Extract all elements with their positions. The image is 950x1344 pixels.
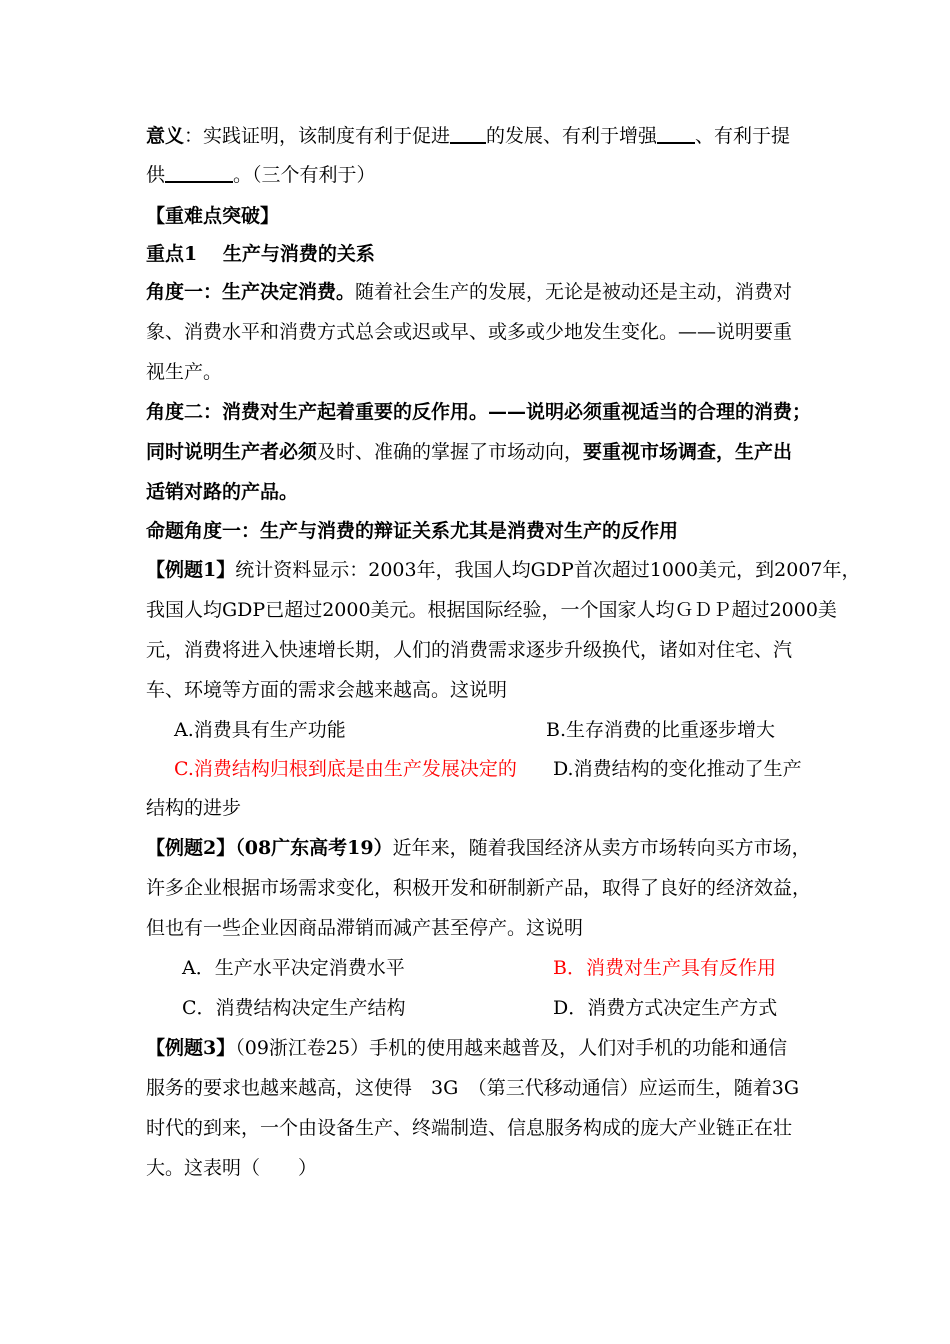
example1-line-4: 车、环境等方面的需求会越来越高。这说明	[146, 679, 508, 701]
example3-text-1: （09浙江卷25）手机的使用越来越普及，人们对手机的功能和通信	[235, 1037, 788, 1059]
key-point-1: 重点1 生产与消费的关系	[146, 243, 375, 265]
angle2-line-3: 适销对路的产品。	[146, 481, 299, 503]
example3-line-4: 大。这表明（ ）	[146, 1157, 318, 1179]
angle2-line-1: 角度二：消费对生产起着重要的反作用。——说明必须重视适当的合理的消费；	[146, 401, 812, 423]
example2-option-a: A．生产水平决定消费水平	[182, 957, 405, 979]
example2-option-d: D．消费方式决定生产方式	[553, 997, 778, 1019]
proposition-title: 命题角度一：生产与消费的辩证关系尤其是消费对生产的反作用	[146, 520, 679, 542]
section-title: 【重难点突破】	[146, 205, 280, 227]
example1-option-a: A.消费具有生产功能	[174, 719, 346, 741]
angle1-line-3: 视生产。	[146, 361, 223, 383]
example2-option-b-answer: B．消费对生产具有反作用	[553, 957, 776, 979]
fill-blank-3	[165, 161, 233, 183]
example2-option-c: C．消费结构决定生产结构	[182, 997, 406, 1019]
significance-label: 意义	[146, 125, 185, 147]
angle1-line-1	[146, 274, 850, 311]
example1-line-2: 我国人均GDP已超过2000美元。根据国际经验，一个国家人均ＧＤＰ超过2000美	[146, 599, 837, 621]
example2-line-1	[146, 830, 850, 867]
example3-label: 【例题3】	[146, 1037, 236, 1059]
angle2-normal: 及时、准确的掌握了市场动向，	[317, 441, 584, 463]
example2-line-3: 但也有一些企业因商品滞销而减产甚至停产。这说明	[146, 917, 584, 939]
example1-option-c-answer: C.消费结构归根到底是由生产发展决定的	[174, 758, 517, 780]
example1-option-d: D.消费结构的变化推动了生产	[553, 758, 802, 780]
example1-line-3: 元，消费将进入快速增长期，人们的消费需求逐步升级换代，诸如对住宅、汽	[146, 639, 793, 661]
example2-label: 【例题2】（08广东高考19）	[146, 837, 393, 859]
example1-option-b: B.生存消费的比重逐步增大	[546, 719, 776, 741]
angle1-bold: 角度一：生产决定消费。	[146, 281, 356, 303]
significance-text-b: 的发展、有利于增强	[486, 125, 658, 147]
significance-text-a: ：实践证明，该制度有利于促进	[184, 125, 451, 147]
significance-text-c: 、有利于提	[695, 125, 791, 147]
example1-option-d-cont: 结构的进步	[146, 797, 242, 819]
angle2-bold-a: 同时说明生产者必须	[146, 441, 318, 463]
example1-label: 【例题1】	[146, 559, 236, 581]
example2-line-2: 许多企业根据市场需求变化，积极开发和研制新产品，取得了良好的经济效益，	[146, 877, 812, 899]
significance-text-e: 。（三个有利于）	[233, 164, 376, 186]
angle2-bold-b: 要重视市场调查，生产出	[583, 441, 793, 463]
example2-text-1: 近年来，随着我国经济从卖方市场转向买方市场，	[392, 837, 811, 859]
example3-line-3: 时代的到来，一个由设备生产、终端制造、信息服务构成的庞大产业链正在壮	[146, 1117, 793, 1139]
angle1-line-2: 象、消费水平和消费方式总会或迟或早、或多或少地发生变化。——说明要重	[146, 321, 793, 343]
example3-line-1	[146, 1030, 850, 1067]
example1-text-1: 统计资料显示：2003年，我国人均GDP首次超过1000美元，到2007年，	[235, 559, 861, 581]
significance-line-1	[146, 118, 850, 155]
significance-text-d: 供	[146, 164, 166, 186]
example3-line-2: 服务的要求也越来越高，这使得 3G （第三代移动通信）应运而生，随着3G	[146, 1077, 800, 1099]
angle1-text-1: 随着社会生产的发展，无论是被动还是主动，消费对	[355, 281, 793, 303]
fill-blank-1	[450, 122, 486, 144]
example1-line-1	[146, 552, 861, 589]
angle2-line-2	[146, 434, 850, 471]
significance-line-2	[146, 157, 850, 194]
fill-blank-2	[657, 122, 695, 144]
